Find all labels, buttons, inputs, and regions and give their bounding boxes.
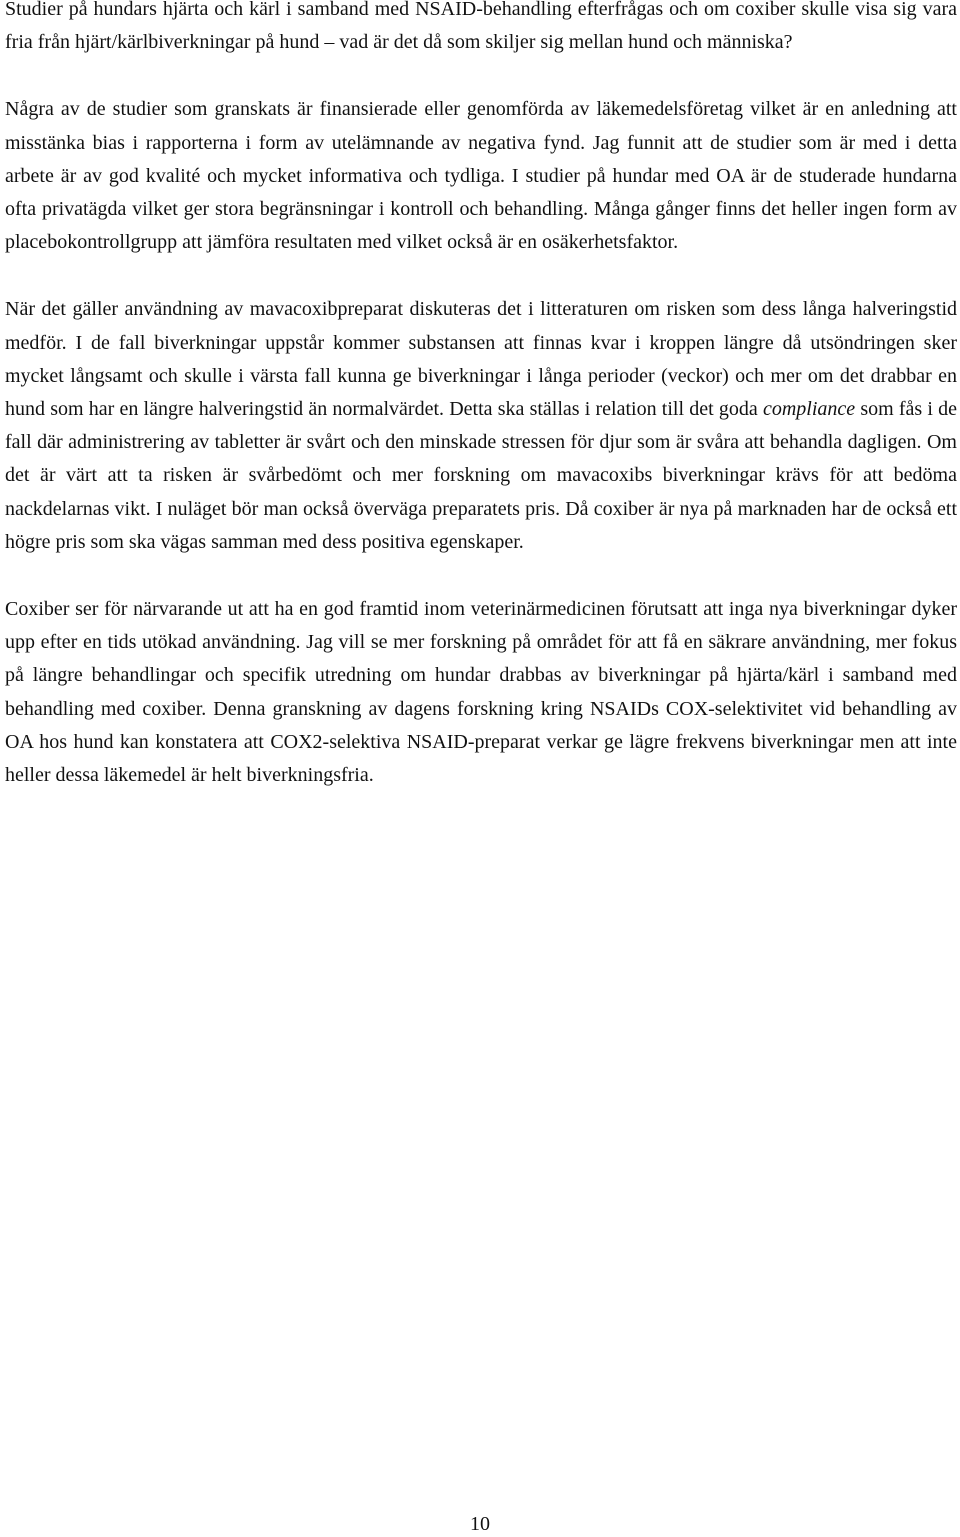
paragraph-2 xyxy=(5,93,957,259)
paragraph-1-text: Studier på hundars hjärta och kärl i samband med NSAID-behandling efterfrågas och om coxiber skulle visa sig vara fria från hjärt/kärlbiverkningar på hund – vad är det då som skiljer sig mellan hund och människa? xyxy=(5,0,957,54)
paragraph-3-text-b: som fås i de fall där administrering av tabletter är svårt och den minskade stressen för djur som är svåra att behandla dagligen. Om det är värt att ta risken är svårbedömt och mer forskning om mavacoxibs biverkningar krävs för att bedöma nackdelarnas vikt. I nuläget bör man också överväga preparatets pris. Då coxiber är nya på marknaden har de också ett högre pris som ska vägas samman med dess positiva egenskaper. xyxy=(5,398,958,553)
paragraph-2-text: Några av de studier som granskats är finansierade eller genomförda av läkemedelsföretag vilket är en anledning att misstänka bias i rapporterna i form av utelämnande av negativa fynd. Jag funnit att de studier som är med i detta arbete är av god kvalité och mycket informativa och tydliga. I studier på hundar med OA är de studerade hundarna ofta privatägda vilket ger stora begränsningar i kontroll och behandling. Många gånger finns det heller ingen form av placebokontrollgrupp att jämföra resultaten med vilket också är en osäkerhetsfaktor. xyxy=(5,98,957,254)
paragraph-1 xyxy=(5,0,957,59)
page-number: 10 xyxy=(470,1513,490,1535)
page-body xyxy=(5,0,957,826)
paragraph-4-text: Coxiber ser för närvarande ut att ha en god framtid inom veterinärmedicinen förutsatt att inga nya biverkningar dyker upp efter en tids utökad användning. Jag vill se mer forskning på området för att få en säkrare användning, mer fokus på längre behandlingar och specifik utredning om hundar drabbas av biverkningar på hjärta/kärl i samband med behandling med coxiber. Denna granskning av dagens forskning kring NSAIDs COX-selektivitet vid behandling av OA hos hund kan konstatera att COX2-selektiva NSAID-preparat verkar ge lägre frekvens biverkningar men att inte heller dessa läkemedel är helt biverkningsfria. xyxy=(5,598,957,787)
paragraph-3-italic-term: compliance xyxy=(762,398,856,421)
paragraph-3 xyxy=(5,293,957,559)
paragraph-4 xyxy=(5,593,957,792)
paragraph-3-text-a: När det gäller användning av mavacoxibpreparat diskuteras det i litteraturen om risken som dess långa halveringstid medför. I de fall biverkningar uppstår kommer substansen att finnas kvar i kroppen längre då utsöndringen sker mycket långsamt och skulle i värsta fall kunna ge biverkningar i långa perioder (veckor) och mer om det drabbar en hund som har en längre halveringstid än normalvärdet. Detta ska ställas i relation till det goda xyxy=(5,298,957,421)
